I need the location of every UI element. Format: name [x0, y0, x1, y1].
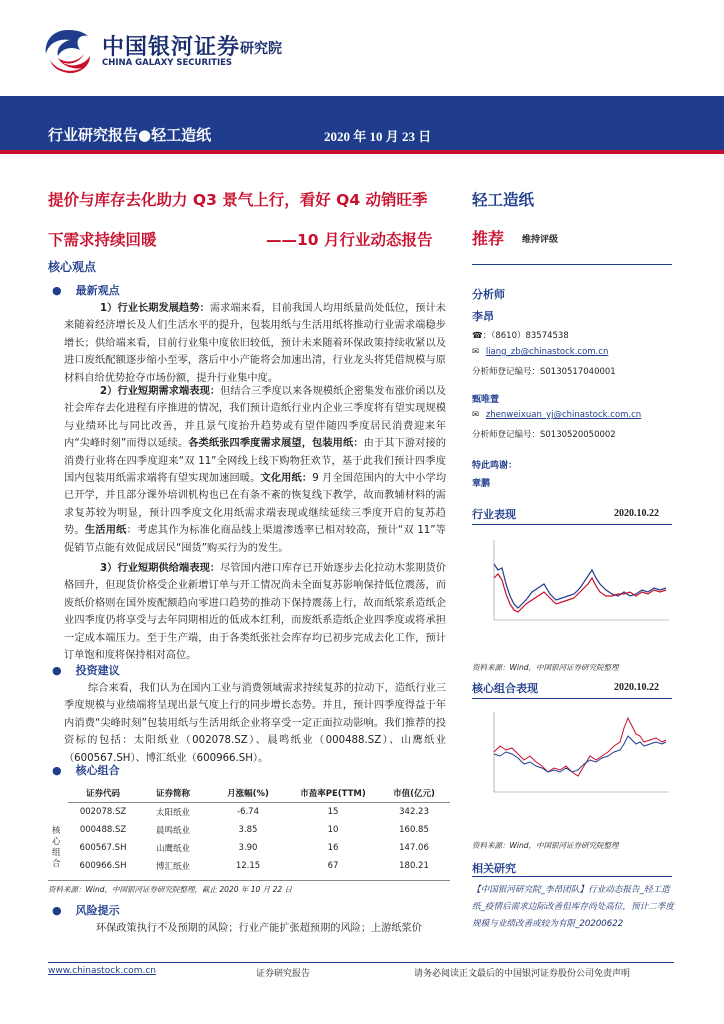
brand-logo	[40, 26, 340, 76]
bullet-icon: ●	[52, 764, 62, 777]
right-divider	[472, 264, 672, 265]
footer-disclaimer: 请务必阅读正文最后的中国银河证券股份公司免责声明	[414, 969, 631, 979]
table-cell: 山鹰纸业	[155, 844, 190, 854]
invest-heading	[52, 662, 120, 678]
combo-date: 2020.10.22	[614, 682, 659, 693]
table-row	[68, 803, 450, 822]
combo-divider	[472, 698, 672, 699]
table-cell: 3.90	[238, 843, 258, 853]
report-type: 行业研究报告●轻工造纸	[48, 126, 212, 144]
bullet-icon: ●	[52, 904, 62, 917]
analyst1-name: 李昂	[472, 310, 494, 323]
analyst2-email[interactable]: zhenweixuan_yj@chinastock.com.cn	[485, 410, 642, 420]
phone-icon: ☎	[472, 331, 483, 341]
industry-name: 轻工造纸	[472, 191, 535, 209]
para-demand-b4: 生活用纸	[84, 525, 127, 537]
header-band-stripe	[0, 150, 724, 154]
para-invest: 综合来看，我们认为在国内工业与消费领域需求持续复苏的拉动下，造纸行业三季度规模与业绩端将呈现出景气度上行的同步增长态势。并且，预计四季度得益于年内消费“尖峰时刻”包装用纸与生活用纸企业将享受一定正面拉动影响。我们推荐的投资标的包括：太阳纸业（002078.SZ）、晨鸣纸业（000488.SZ）、山鹰纸业（600567.SH）、博汇纸业（600966.SH）。	[64, 683, 446, 764]
para-supply-bold: 3）行业短期供给端表现：	[100, 563, 221, 574]
report-title-line2a: 下需求持续回暖	[48, 231, 157, 249]
perf-source: 资料来源：Wind，中国银河证券研究院整理	[472, 663, 619, 672]
perf-divider	[472, 524, 672, 525]
table-header: 市值(亿元)	[378, 784, 450, 803]
analyst2-reg: 分析师登记编号：S0130520050002	[472, 430, 616, 440]
combo-performance-chart	[474, 706, 672, 824]
analyst1-email[interactable]: liang_zb@chinastock.com.cn	[485, 347, 609, 357]
contrib-name: 章鹏	[472, 479, 491, 489]
related-text[interactable]: 【中国银河研究院_李昂团队】行业动态报告_轻工造纸_疫情后需求边际改善但库存尚处高位，预计二季度规模与业绩改善或较为有限_20200622	[472, 885, 674, 929]
table-cell: 晨鸣纸业	[155, 826, 190, 836]
combo-source: 资料来源：Wind，中国银河证券研究院整理	[472, 841, 619, 850]
header-band	[0, 96, 724, 150]
para-demand-t4: ：考虑其作为标准化商品线上渠道渗透率已相对较高，预计“双 11”等促销节点能有效促成居民“囤货”购买行为的发生。	[64, 525, 446, 554]
analyst1-phone-row	[472, 329, 569, 341]
table-cell: -6.74	[237, 807, 259, 817]
contrib-title: 特此鸣谢：	[472, 461, 518, 471]
bullet-icon: ●	[52, 664, 62, 677]
para-demand-b2: 各类纸张四季度需求展望，包装用纸：	[188, 438, 364, 450]
perf-line-index	[494, 564, 666, 608]
combo-line-b	[494, 736, 666, 772]
table-cell: 博汇纸业	[155, 862, 190, 872]
core-combo-table	[68, 784, 450, 875]
related-divider	[472, 876, 672, 877]
invest-title: 投资建议	[75, 664, 120, 677]
core-heading: 核心观点	[48, 260, 97, 274]
table-cell: 002078.SZ	[79, 807, 127, 817]
para-demand-t2: 由于其下游对接的消费行业将在四季度迎来“双 11”全网线上线下购物狂欢节，基于此我们预计四季度国内包装用纸需求端将有望实现加速回暖。	[64, 438, 446, 485]
table-cell: 3.85	[238, 825, 258, 835]
brand-en-name: CHINA GALAXY SECURITIES	[102, 58, 233, 68]
email-icon: ✉	[472, 347, 480, 357]
analyst1-phone: ：（8610）83574538	[482, 331, 569, 341]
table-row	[68, 821, 450, 839]
table-cell: 600567.SH	[79, 843, 127, 853]
latest-views-heading	[52, 282, 120, 298]
table-bottom-rule	[48, 880, 450, 881]
table-header-row	[68, 784, 450, 803]
table-header: 市盈率PE(TTM)	[288, 784, 378, 803]
para-demand	[64, 383, 446, 557]
table-cell: 147.06	[399, 843, 429, 853]
report-date: 2020 年 10 月 23 日	[324, 129, 432, 144]
table-cell: 太阳纸业	[155, 808, 190, 818]
table-side-label: 核心组合	[52, 826, 61, 869]
table-row	[68, 839, 450, 857]
table-cell: 000488.SZ	[79, 825, 127, 835]
table-header: 证券简称	[138, 784, 208, 803]
table-row	[68, 857, 450, 875]
brand-cn-name: 中国银河证券	[102, 35, 241, 60]
report-title-line1: 提价与库存去化助力 Q3 景气上行，看好 Q4 动销旺季	[48, 191, 428, 209]
analyst1-reg: 分析师登记编号：S0130517040001	[472, 367, 616, 377]
para-long-term-text: 需求端来看，目前我国人均用纸量尚处低位，预计未来随着经济增长及人们生活水平的提升，包装用纸与生活用纸将推动行业需求端稳步增长；供给端来看，目前行业集中度依旧较低，预计未来随着环保政策持续收紧以及进口废纸配额逐步缩小至零，落后中小产能将会加速出清，行业龙头将凭借规模与原材料自给优势抢夺市场份额，提升行业集中度。	[64, 303, 446, 384]
analyst-heading: 分析师	[472, 288, 505, 301]
table-cell: 12.15	[235, 861, 261, 871]
table-header: 证券代码	[68, 784, 138, 803]
table-cell: 16	[327, 843, 339, 853]
footer-rule	[48, 962, 674, 963]
latest-title: 最新观点	[75, 284, 120, 297]
related-title: 相关研究	[472, 862, 516, 875]
para-demand-b3: 文化用纸：	[260, 473, 313, 485]
table-cell: 180.21	[399, 861, 429, 871]
risk-title: 风险提示	[75, 904, 120, 917]
rating-note: 维持评级	[522, 235, 559, 245]
table-cell: 15	[327, 807, 339, 817]
para-long-term-bold: 1）行业长期发展趋势：	[100, 303, 210, 314]
para-supply	[64, 560, 446, 664]
table-source: 资料来源：Wind，中国银河证券研究院整理，截止 2020 年 10 月 22 日	[48, 885, 292, 894]
bullet-icon: ●	[52, 284, 62, 297]
report-title-line2b: ——10 月行业动态报告	[266, 231, 433, 249]
footer-url[interactable]: www.chinastock.com.cn	[48, 966, 156, 976]
analyst1-email-row	[472, 347, 608, 357]
table-cell: 342.23	[399, 807, 429, 817]
para-demand-t1: 但结合三季度以来各规模纸企密集发布涨价函以及社会库存去化进程有序推进的情况，我们预计造纸行业内企业三季度将有望实现规模与业绩环比与同比改善，并且景气度抬升趋势或有望伴随四季度居民消费迎来年内“尖峰时刻”而得以延续。	[64, 386, 446, 450]
table-cell: 600966.SH	[79, 861, 127, 871]
table-header: 月涨幅(%)	[208, 784, 288, 803]
para-long-term	[64, 300, 446, 387]
core-combo-heading	[52, 762, 120, 778]
table-cell: 160.85	[399, 825, 429, 835]
table-cell: 10	[327, 825, 339, 835]
brand-dept: 研究院	[240, 41, 282, 57]
table-cell: 67	[327, 861, 339, 871]
para-demand-bold: 2）行业短期需求端表现：	[100, 386, 221, 397]
galaxy-logo-icon	[40, 26, 96, 76]
rating: 推荐	[472, 229, 505, 248]
analyst2-email-row	[472, 410, 641, 420]
para-risk: 环保政策执行不及预期的风险；行业产能扩张超预期的风险；上游纸浆价	[96, 923, 422, 934]
industry-performance-chart	[474, 534, 672, 654]
core-combo-title: 核心组合	[75, 764, 120, 777]
risk-heading	[52, 902, 120, 918]
para-demand-t3: 9 月全国范围内的大中小学均已开学，并且部分课外培训机构也已在有条不紊的恢复线下教学，故而教辅材料的需求复苏较为明显，预计四季度文化用纸需求端表现或继续延续三季度开启的复苏趋势。	[64, 473, 447, 537]
perf-title: 行业表现	[472, 508, 516, 521]
email-icon: ✉	[472, 410, 480, 420]
footer-center: 证券研究报告	[256, 969, 311, 979]
combo-title: 核心组合表现	[472, 682, 538, 695]
para-supply-text: 尽管国内港口库存已开始逐步去化拉动木浆期货价格回升，但现货价格受企业新增订单与开工情况尚未全面复苏影响保持低位震荡，而废纸价格则在国外废配额趋向零进口趋势的推动下保持震荡上行，故而纸浆系造纸企业四季度仍将享受与去年同期相近的低成本红利，而废纸系造纸企业四季度或将承担一定成本端压力。至于生产端，由于各类纸张社会库存均已初步完成去化工作，预计订单饱和度将保持相对高位。	[64, 563, 446, 662]
perf-date: 2020.10.22	[614, 508, 659, 519]
analyst2-name: 甄唯萱	[472, 395, 500, 405]
